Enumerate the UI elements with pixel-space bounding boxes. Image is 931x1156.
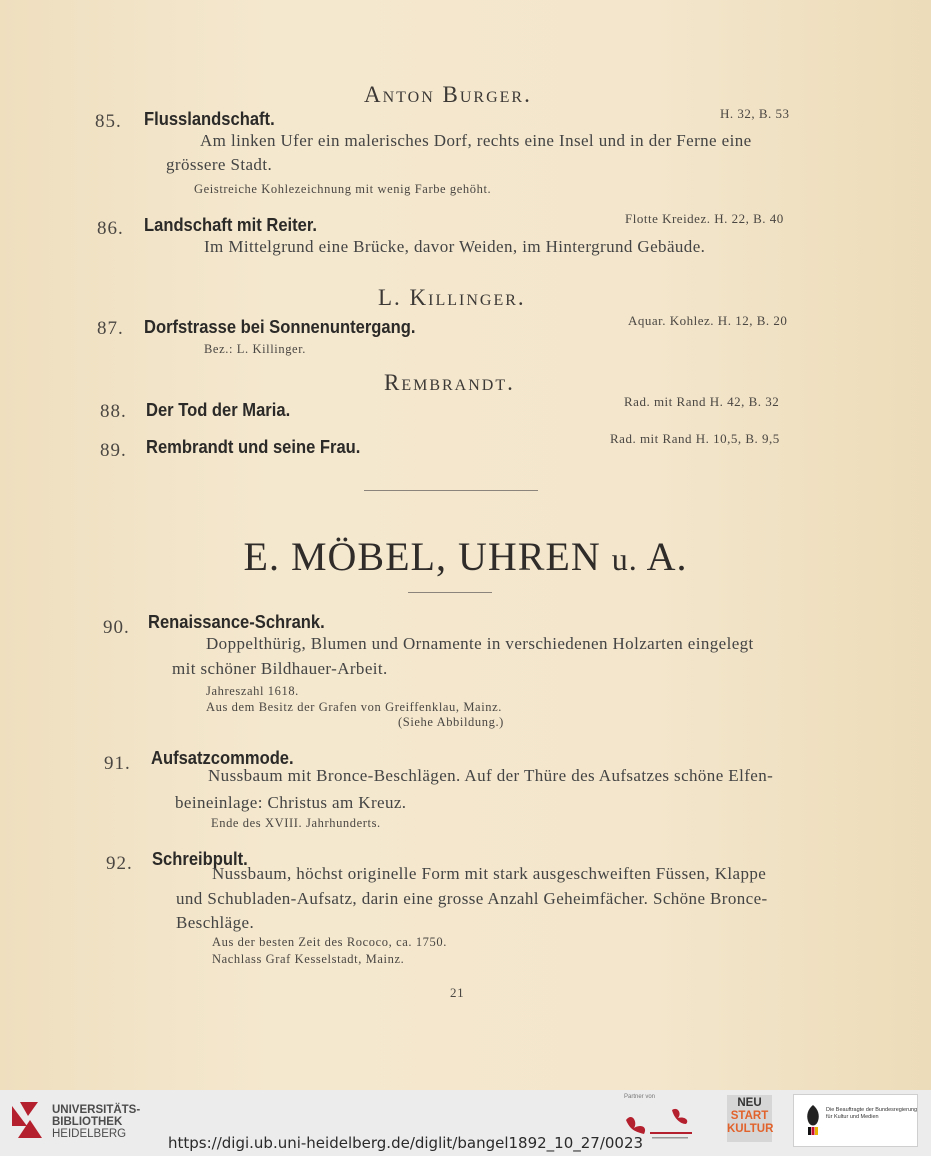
section-heading [0,533,931,580]
section-heading-main: E. MÖBEL, UHREN [243,534,601,579]
entry-note: Ende des XVIII. Jahrhunderts. [211,816,381,830]
entry-description: Doppelthürig, Blumen und Ornamente in verschiedenen Holzarten eingelegt [206,634,754,653]
entry-description: grössere Stadt. [166,155,273,174]
library-name-line: UNIVERSITÄTS- [52,1104,141,1116]
divider [364,490,538,491]
entry-description: und Schubladen-Aufsatz, darin eine grosse Anzahl Geheimfächer. Schöne Bronce- [176,889,768,908]
entry-description: Am linken Ufer ein malerisches Dorf, rechts eine Insel und in der Ferne eine [200,131,752,150]
entry-description: Nussbaum, höchst originelle Form mit stark ausgeschweiften Füssen, Klappe [212,864,767,883]
entry-description: Nussbaum mit Bronce-Beschlägen. Auf der Thüre des Aufsatzes schöne Elfen- [208,766,774,785]
entry-description: Im Mittelgrund eine Brücke, davor Weiden, im Hintergrund Gebäude. [204,237,706,256]
neustart-line: KULTUR [727,1123,774,1135]
section-heading-conj: u. [611,541,638,577]
library-name-line: HEIDELBERG [52,1128,127,1140]
entry-number: 87. [97,318,124,339]
entry-title: Landschaft mit Reiter. [144,215,318,235]
artist-heading-rembrandt: Rembrandt. [384,370,515,395]
bkm-line: für Kultur und Medien [826,1114,879,1120]
entry-note: Jahreszahl 1618. [206,684,299,698]
entry-title: Der Tod der Maria. [146,400,291,420]
entry-note: Aus der besten Zeit des Rococo, ca. 1750. [212,935,447,949]
entry-number: 85. [95,111,122,132]
document-url[interactable]: https://digi.ub.uni-heidelberg.de/diglit/bangel1892_10_27/0023 [168,1134,644,1152]
neustart-line: NEU [737,1097,762,1109]
entry-description: beineinlage: Christus am Kreuz. [175,793,407,812]
ddb-partner-logo-icon[interactable] [622,1104,712,1152]
entry-note: Aus dem Besitz der Grafen von Greiffenklau, Mainz. [206,700,503,714]
bkm-logo[interactable] [793,1094,918,1147]
entry-description: mit schöner Bildhauer-Arbeit. [172,659,388,678]
entry-note: Nachlass Graf Kesselstadt, Mainz. [212,952,405,966]
page-number: 21 [450,985,465,1000]
entry-title: Aufsatzcommode. [151,748,294,768]
section-heading-end: A. [646,534,688,579]
entry-title: Flusslandschaft. [144,109,275,129]
bkm-text [826,1107,917,1121]
entry-title: Renaissance-Schrank. [148,612,325,632]
entry-title: Schreibpult. [152,849,248,869]
divider [408,592,492,593]
entry-note: Bez.: L. Killinger. [204,342,307,356]
entry-note: (Siehe Abbildung.) [398,715,504,729]
artist-heading-killinger: L. Killinger. [378,285,526,310]
federal-eagle-icon [804,1103,822,1139]
entry-title: Rembrandt und seine Frau. [146,437,361,457]
university-library-logo-icon [8,1098,46,1142]
entry-note: Geistreiche Kohlezeichnung mit wenig Farbe gehöht. [194,182,492,196]
entry-description: Beschläge. [176,913,255,932]
partner-label: Partner von [624,1094,656,1100]
entry-number: 90. [103,617,130,638]
entry-number: 91. [104,753,131,774]
entry-dimensions: Rad. mit Rand H. 42, B. 32 [624,394,780,409]
entry-number: 88. [100,401,127,422]
library-name-line: BIBLIOTHEK [52,1116,123,1128]
neustart-kultur-logo[interactable] [727,1095,772,1142]
entry-number: 86. [97,218,124,239]
artist-heading-burger: Anton Burger. [364,82,532,107]
library-name[interactable] [52,1104,140,1140]
bkm-line: Die Beauftragte der Bundesregierung [826,1107,918,1113]
entry-title: Dorfstrasse bei Sonnenuntergang. [144,317,416,337]
entry-number: 89. [100,440,127,461]
neustart-line: START [730,1110,769,1122]
entry-dimensions: Rad. mit Rand H. 10,5, B. 9,5 [610,431,780,446]
entry-dimensions: H. 32, B. 53 [720,106,790,121]
entry-number: 92. [106,853,133,874]
entry-dimensions: Flotte Kreidez. H. 22, B. 40 [625,211,784,226]
entry-dimensions: Aquar. Kohlez. H. 12, B. 20 [628,313,788,328]
